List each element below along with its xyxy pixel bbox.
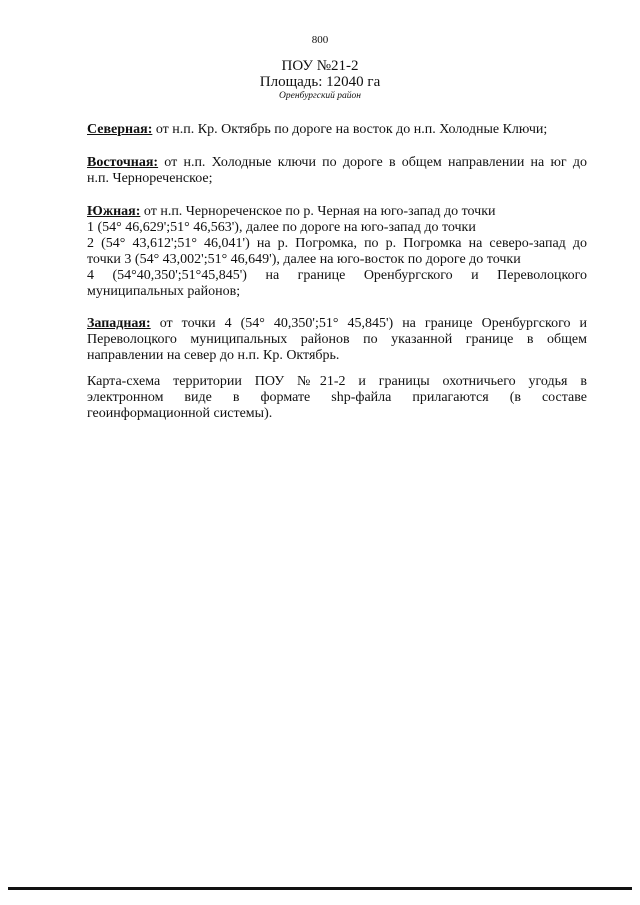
north-text: от н.п. Кр. Октябрь по дороге на восток до н.п. Холодные Ключи;: [152, 122, 548, 137]
west-line-3: направлении на север до н.п. Кр. Октябрь.: [87, 348, 340, 363]
south-label: Южная:: [87, 204, 141, 219]
east-line-2: н.п. Чернореченское;: [87, 171, 213, 186]
north-line: [87, 122, 587, 138]
south-line-4: точки 3 (54° 43,002';51° 46,649'), далее на юго-восток по дороге до точки: [87, 252, 521, 267]
map-note-line-2: электронном виде в формате shp-файла прилагаются (в составе: [87, 390, 587, 405]
document-title: ПОУ №21-2: [281, 58, 359, 74]
boundary-description: [87, 122, 587, 422]
document-header: [0, 58, 640, 101]
map-note-line-1: Карта-схема территории ПОУ №21-2 и границы охотничьего угодья в: [87, 374, 587, 389]
west-line-1: [87, 316, 587, 332]
north-label: Северная:: [87, 122, 153, 137]
page-number: 800: [311, 34, 329, 46]
west-text-1: от точки 4 (54° 40,350';51° 45,845') на границе Оренбургского и: [150, 316, 587, 331]
area-line: Площадь: 12040 га: [259, 74, 381, 90]
map-note: [87, 374, 587, 422]
east-line-1: [87, 155, 587, 171]
south-line-5: 4 (54°40,350';51°45,845') на границе Оренбургского и Переволоцкого: [87, 268, 587, 283]
east-boundary: [87, 155, 587, 187]
district-name: Оренбургский район: [279, 91, 361, 101]
south-line-6: муниципальных районов;: [87, 284, 241, 299]
west-line-2: Переволоцкого муниципальных районов по указанной границе в общем: [87, 332, 587, 347]
east-text-1: от н.п. Холодные ключи по дороге в общем направлении на юг до: [158, 155, 587, 170]
south-line-3: 2 (54° 43,612';51° 46,041') на р. Погромка, по р. Погромка на северо-запад до: [87, 236, 587, 251]
map-note-line-3: геоинформационной системы).: [87, 406, 273, 421]
south-text-1: от н.п. Чернореченское по р. Черная на юго-запад до точки: [140, 204, 496, 219]
bottom-rule: [8, 887, 632, 890]
south-line-2: 1 (54° 46,629';51° 46,563'), далее по дороге на юго-запад до точки: [87, 220, 476, 235]
north-boundary: [87, 122, 587, 138]
south-line-1: [87, 204, 587, 220]
west-boundary: [87, 316, 587, 364]
south-boundary: [87, 204, 587, 300]
west-label: Западная:: [87, 316, 151, 331]
east-label: Восточная:: [87, 155, 159, 170]
